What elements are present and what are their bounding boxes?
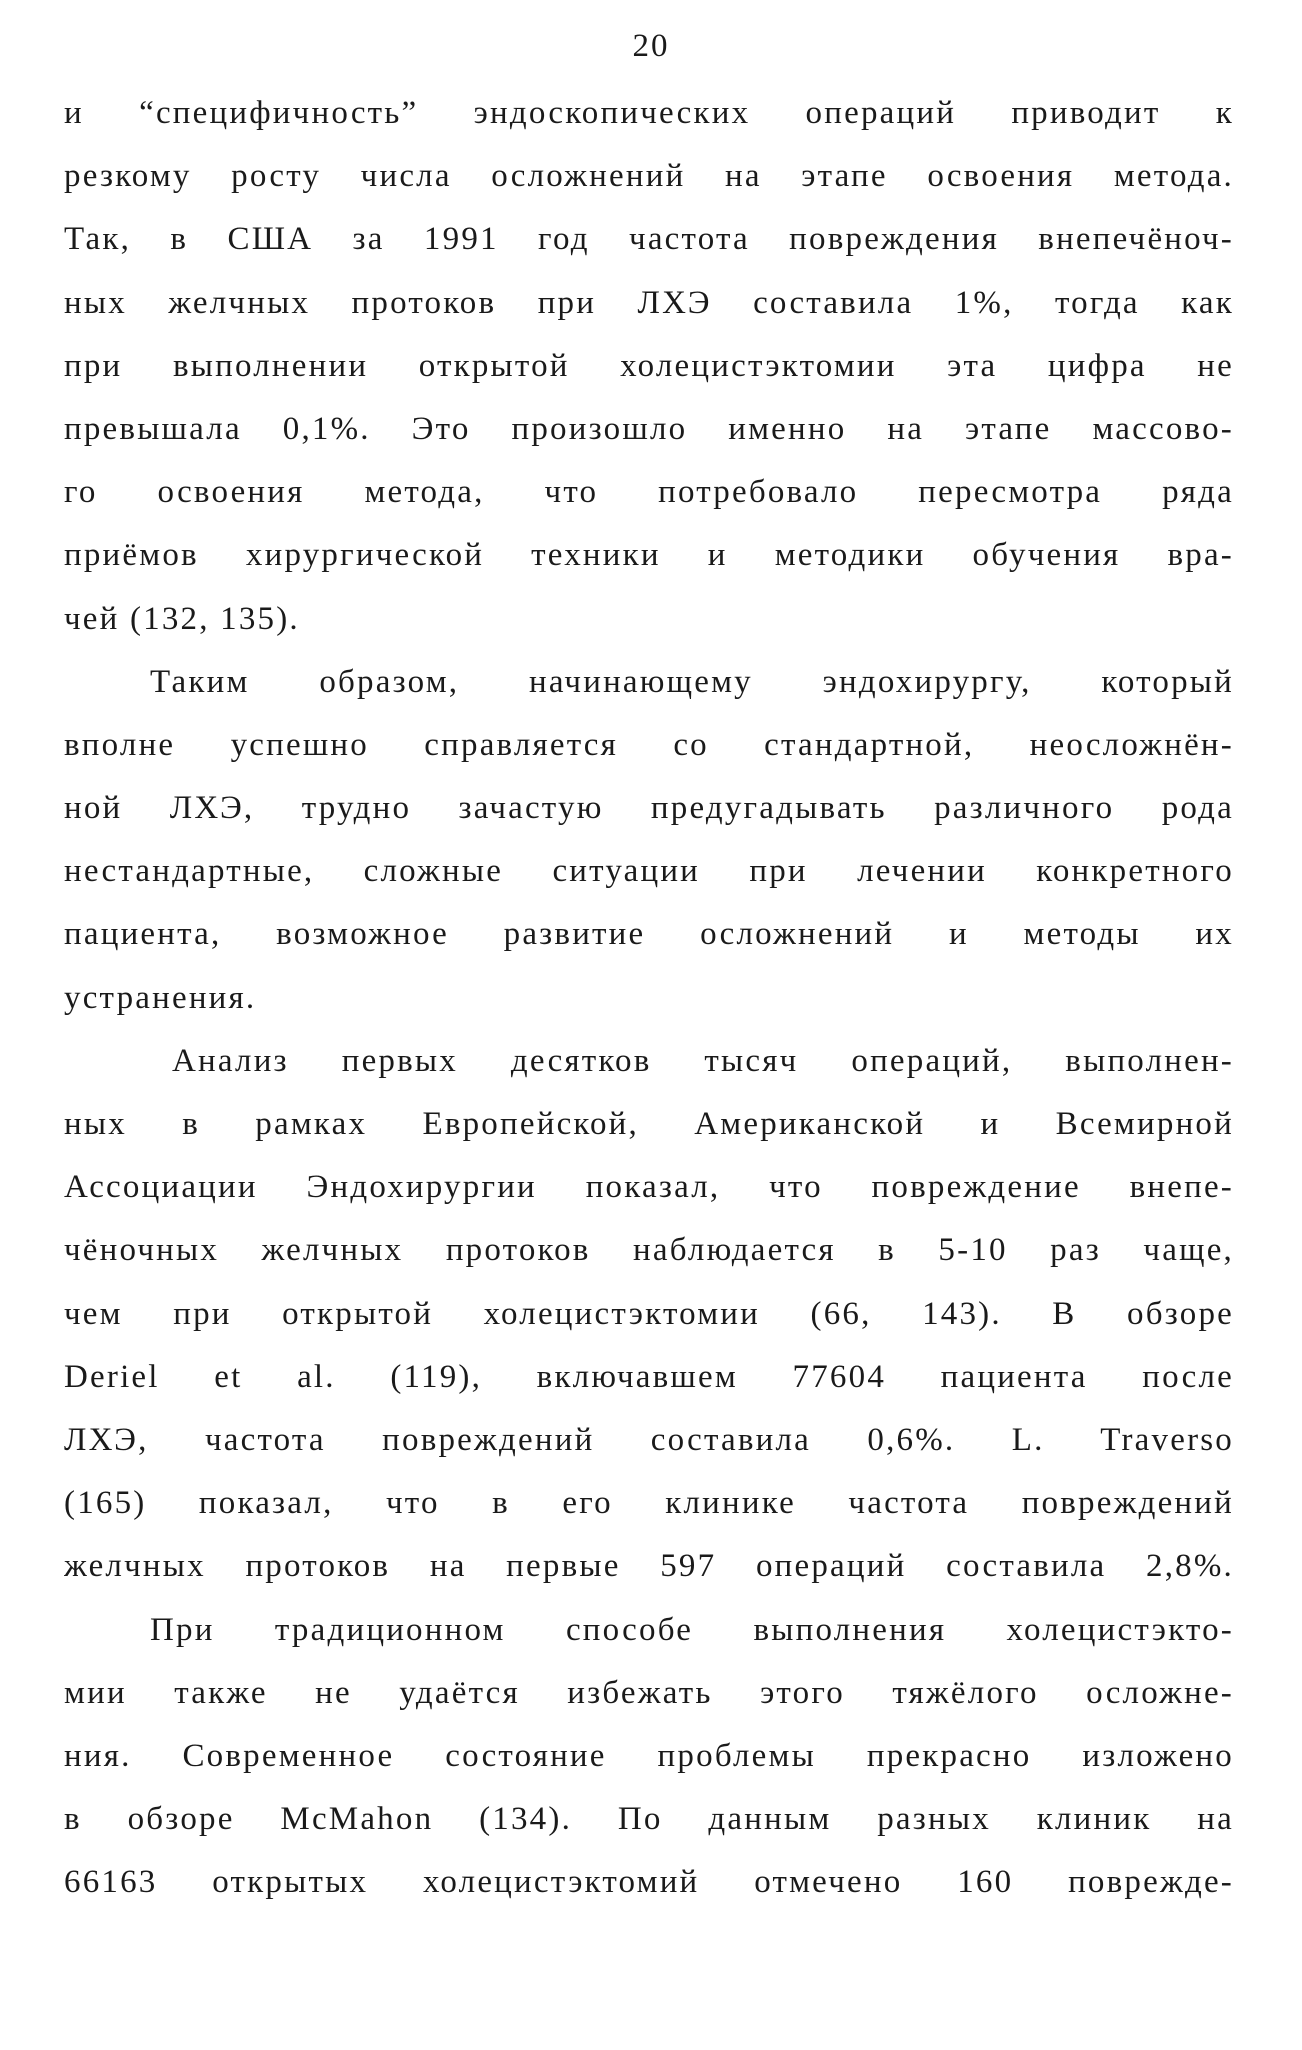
text-line: Deriel et al. (119), включавшем 77604 пациента после (64, 1358, 1234, 1395)
text-line: ной ЛХЭ, трудно зачастую предугадывать различного рода (64, 790, 1234, 827)
text-line: го освоения метода, что потребовало пересмотра ряда (64, 474, 1234, 511)
page-number: 20 (632, 28, 670, 64)
text-line: (165) показал, что в его клинике частота повреждений (64, 1485, 1234, 1522)
text-line: устранения. (64, 979, 257, 1016)
text-line: чёночных желчных протоков наблюдается в 5-10 раз чаще, (64, 1232, 1234, 1269)
text-line: Так, в США за 1991 год частота повреждения внепечёноч- (64, 221, 1234, 258)
body-text (64, 82, 1234, 1914)
text-line: в обзоре McMahon (134). По данным разных клиник на (64, 1801, 1234, 1838)
text-line: вполне успешно справляется со стандартной, неосложнён- (64, 726, 1234, 763)
text-line: ния. Современное состояние проблемы прекрасно изложено (64, 1737, 1234, 1774)
text-line: пациента, возможное развитие осложнений и методы их (64, 916, 1234, 953)
text-line: при выполнении открытой холецистэктомии эта цифра не (64, 347, 1234, 384)
text-line: желчных протоков на первые 597 операций составила 2,8%. (64, 1548, 1234, 1585)
text-line: ЛХЭ, частота повреждений составила 0,6%. L. Traverso (64, 1421, 1234, 1458)
text-line: 66163 открытых холецистэктомий отмечено 160 поврежде- (64, 1864, 1234, 1901)
text-line: приёмов хирургической техники и методики обучения вра- (64, 537, 1234, 574)
text-line: Ассоциации Эндохирургии показал, что повреждение внепе- (64, 1169, 1234, 1206)
text-line: Таким образом, начинающему эндохирургу, который (150, 663, 1234, 700)
text-line: ных в рамках Европейской, Американской и Всемирной (64, 1106, 1234, 1142)
text-line: мии также не удаётся избежать этого тяжёлого осложне- (64, 1674, 1234, 1711)
text-line: и “специфичность” эндоскопических операций приводит к (64, 95, 1234, 131)
text-line: резкому росту числа осложнений на этапе освоения метода. (64, 158, 1234, 195)
text-line: нестандартные, сложные ситуации при лечении конкретного (64, 853, 1234, 890)
text-line: Анализ первых десятков тысяч операций, выполнен- (172, 1042, 1234, 1079)
text-line: превышала 0,1%. Это произошло именно на этапе массово- (64, 410, 1234, 447)
text-line: ных желчных протоков при ЛХЭ составила 1%, тогда как (64, 284, 1234, 321)
text-line: чем при открытой холецистэктомии (66, 143). В обзоре (64, 1295, 1234, 1332)
text-line: При традиционном способе выполнения холецистэкто- (150, 1611, 1234, 1648)
text-line: чей (132, 135). (64, 600, 300, 637)
